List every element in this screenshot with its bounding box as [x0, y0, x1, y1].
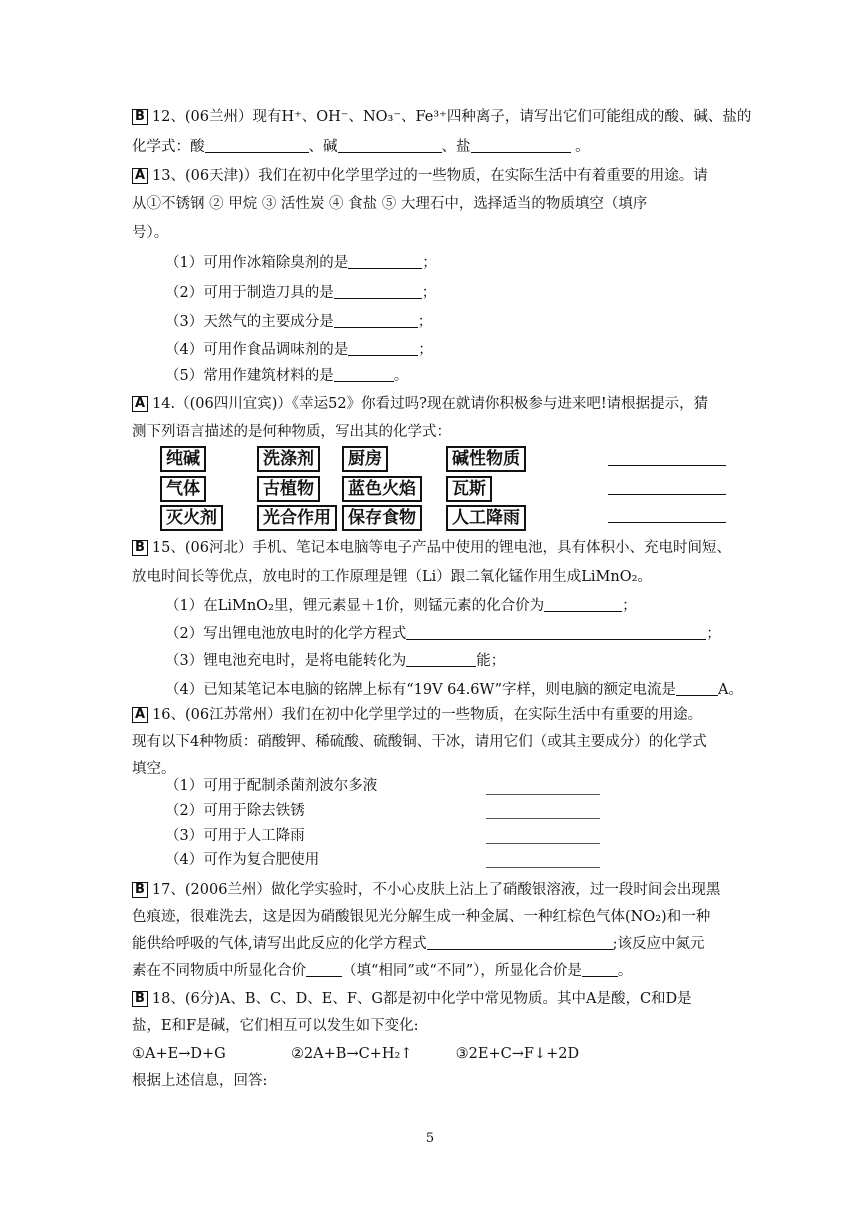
q15-line1 — [132, 538, 731, 558]
q13-item-text: （4）可用作食品调味剂的是 — [165, 342, 349, 358]
q17-line1 — [132, 880, 720, 900]
answer-blank[interactable] — [334, 367, 394, 382]
hint-box: 气体 — [160, 476, 206, 502]
q13-item-end: ； — [418, 342, 433, 358]
hint-box: 古植物 — [257, 476, 320, 502]
answer-line[interactable] — [486, 853, 600, 868]
answer-blank[interactable] — [676, 681, 718, 696]
level-badge: A — [132, 707, 148, 723]
q18-line2 — [132, 1016, 419, 1036]
answer-line[interactable] — [486, 804, 600, 819]
q15-item-4 — [165, 680, 743, 700]
q12-line1 — [132, 107, 751, 127]
q13-item-4 — [165, 340, 433, 360]
q16-item-text: （3）可用于人工降雨 — [165, 828, 305, 844]
q18-reactions — [132, 1044, 579, 1064]
q16-text3: 填空。 — [132, 761, 176, 777]
q14-line2 — [132, 422, 451, 442]
answer-blank[interactable] — [406, 652, 476, 667]
q15-item-text: （3）锂电池充电时，是将电能转化为 — [165, 653, 407, 669]
q16-item-3 — [165, 826, 305, 846]
q13-item-end: 。 — [393, 368, 409, 384]
q15-item-end: 能； — [476, 653, 506, 669]
q15-item-end: ； — [622, 598, 637, 614]
q16-item-text: （4）可作为复合肥使用 — [165, 852, 320, 868]
hint-box: 瓦斯 — [446, 476, 492, 502]
q12-line2 — [132, 137, 590, 157]
answer-blank[interactable] — [334, 313, 418, 328]
q15-item-3 — [165, 651, 505, 671]
reaction-3: ③2E+C→F↓+2D — [455, 1046, 580, 1062]
answer-blank[interactable] — [427, 935, 613, 950]
q17-text3: 能供给呼吸的气体,请写出此反应的化学方程式 — [132, 936, 427, 952]
hint-box: 碱性物质 — [446, 446, 526, 472]
q13-text: 13、(06天津)）我们在初中化学里学过的一些物质，在实际生活中有着重要的用途。请 — [152, 168, 708, 184]
q12-text: 12、(06兰州）现有H⁺、OH⁻、NO₃⁻、Fe³⁺四种离子，请写出它们可能组成的酸、碱、盐的 — [151, 109, 752, 125]
answer-line[interactable] — [486, 829, 600, 844]
q14-text: 14.（(06四川宜宾)）《幸运52》你看过吗?现在就请你积极参与进来吧!请根据提示，猜 — [152, 396, 709, 412]
answer-blank[interactable] — [471, 138, 571, 153]
q16-text2: 现有以下4种物质：硝酸钾、稀硫酸、硫酸铜、干冰，请用它们（或其主要成分）的化学式 — [132, 734, 707, 750]
answer-blank[interactable] — [205, 138, 309, 153]
hint-box: 洗涤剂 — [257, 446, 320, 472]
q13-options: 从①不锈钢 ② 甲烷 ③ 活性炭 ④ 食盐 ⑤ 大理石中，选择适当的物质填空（填序 — [132, 196, 648, 212]
hint-box: 纯碱 — [160, 446, 206, 472]
q15-text: 15、(06河北）手机、笔记本电脑等电子产品中使用的锂电池，具有体积小、充电时间短、 — [151, 540, 731, 556]
page-number: 5 — [425, 1131, 435, 1146]
level-badge: B — [132, 109, 148, 125]
level-badge: B — [132, 540, 148, 556]
q13-line1 — [132, 166, 708, 186]
q13-item-2 — [165, 283, 436, 303]
q18-text4: 根据上述信息，回答: — [132, 1073, 268, 1089]
level-badge: A — [132, 168, 148, 184]
q13-item-end: ； — [417, 314, 433, 330]
q18-line1 — [132, 989, 692, 1009]
answer-blank[interactable] — [582, 962, 618, 977]
reaction-1: ①A+E→D+G — [132, 1046, 226, 1062]
q13-item-3 — [165, 312, 432, 332]
q13-item-5 — [165, 366, 408, 386]
answer-blank[interactable] — [334, 284, 422, 299]
q15-item-1 — [165, 596, 637, 616]
q15-text2: 放电时间长等优点，放电时的工作原理是锂（Li）跟二氧化锰作用生成LiMnO₂。 — [132, 569, 652, 585]
answer-line[interactable] — [608, 522, 726, 523]
answer-line[interactable] — [486, 780, 600, 795]
q16-item-1 — [165, 776, 377, 796]
level-badge: A — [132, 396, 148, 412]
answer-blank[interactable] — [348, 341, 418, 356]
hint-box: 人工降雨 — [446, 505, 526, 531]
q13-tail: 号）。 — [132, 225, 169, 241]
q13-line2 — [132, 194, 647, 214]
q17-line2 — [132, 907, 710, 927]
q13-item-text: （2）可用于制造刀具的是 — [165, 285, 334, 301]
level-badge: B — [132, 991, 148, 1007]
q13-item-text: （1）可用作冰箱除臭剂的是 — [165, 255, 349, 271]
answer-blank[interactable] — [406, 625, 706, 640]
q18-text2: 盐，E和F是碱，它们相互可以发生如下变化: — [132, 1018, 419, 1034]
q15-item-text: （2）写出锂电池放电时的化学方程式 — [165, 626, 407, 642]
q16-item-text: （2）可用于除去铁锈 — [165, 803, 305, 819]
q15-item-text: （4）已知某笔记本电脑的铭牌上标有“19V 64.6W”字样，则电脑的额定电流是 — [165, 682, 677, 698]
q14-text2: 测下列语言描述的是何种物质，写出其的化学式： — [132, 424, 451, 440]
q13-line3 — [132, 223, 168, 243]
q16-line1 — [132, 705, 702, 725]
hint-box: 保存食物 — [342, 505, 422, 531]
q16-item-4 — [165, 850, 319, 870]
q17-text: 17、(2006兰州）做化学实验时，不小心皮肤上沾上了硝酸银溶液，过一段时间会出现黑 — [151, 882, 721, 898]
q15-item-text: （1）在LiMnO₂里，锂元素显＋1价，则锰元素的化合价为 — [165, 598, 545, 614]
q12-acid-label: 化学式：酸 — [132, 139, 205, 155]
hint-box: 厨房 — [342, 446, 388, 472]
q14-hint-grid — [160, 444, 720, 532]
hint-box: 光合作用 — [257, 505, 337, 531]
q16-item-text: （1）可用于配制杀菌剂波尔多液 — [165, 778, 378, 794]
q13-item-text: （5）常用作建筑材料的是 — [165, 368, 334, 384]
q15-line2 — [132, 567, 652, 587]
q18-text: 18、(6分)A、B、C、D、E、F、G都是初中化学中常见物质。其中A是酸，C和D是 — [151, 991, 692, 1007]
q13-item-end: ； — [422, 255, 437, 271]
q12-base-label: 、碱 — [308, 139, 338, 155]
q12-salt-label: 、盐 — [441, 139, 471, 155]
answer-blank[interactable] — [306, 962, 342, 977]
q13-item-end: ； — [421, 285, 437, 301]
q17-text4: 素在不同物质中所显化合价 — [132, 963, 306, 979]
answer-blank[interactable] — [544, 597, 622, 612]
q17-line3 — [132, 934, 705, 954]
answer-line[interactable] — [608, 465, 726, 466]
q12-end: 。 — [575, 139, 590, 155]
q14-line1 — [132, 394, 708, 414]
q13-item-1 — [165, 253, 437, 273]
q16-text: 16、(06江苏常州）我们在初中化学里学过的一些物质，在实际生活中有重要的用途。 — [152, 707, 703, 723]
q17-text4c: 。 — [617, 963, 633, 979]
reaction-2: ②2A+B→C+H₂↑ — [290, 1046, 413, 1062]
answer-blank[interactable] — [338, 138, 442, 153]
answer-line[interactable] — [608, 494, 726, 495]
q17-line4 — [132, 961, 632, 981]
q16-line2 — [132, 732, 707, 752]
q17-text2: 色痕迹，很难洗去，这是因为硝酸银见光分解生成一种金属、一种红棕色气体(NO₂)和一种 — [132, 909, 711, 925]
hint-box: 蓝色火焰 — [342, 476, 422, 502]
level-badge: B — [132, 882, 148, 898]
q15-item-end: ； — [706, 626, 721, 642]
hint-box: 灭火剂 — [160, 505, 223, 531]
answer-blank[interactable] — [348, 254, 422, 269]
q16-item-2 — [165, 801, 305, 821]
q15-item-end: A。 — [718, 682, 744, 698]
q17-text4b: （填“相同”或“不同”），所显化合价是 — [342, 963, 582, 979]
q15-item-2 — [165, 624, 721, 644]
q18-line4 — [132, 1071, 267, 1091]
q17-text3b: ;该反应中氮元 — [612, 936, 705, 952]
q13-item-text: （3）天然气的主要成分是 — [165, 314, 334, 330]
